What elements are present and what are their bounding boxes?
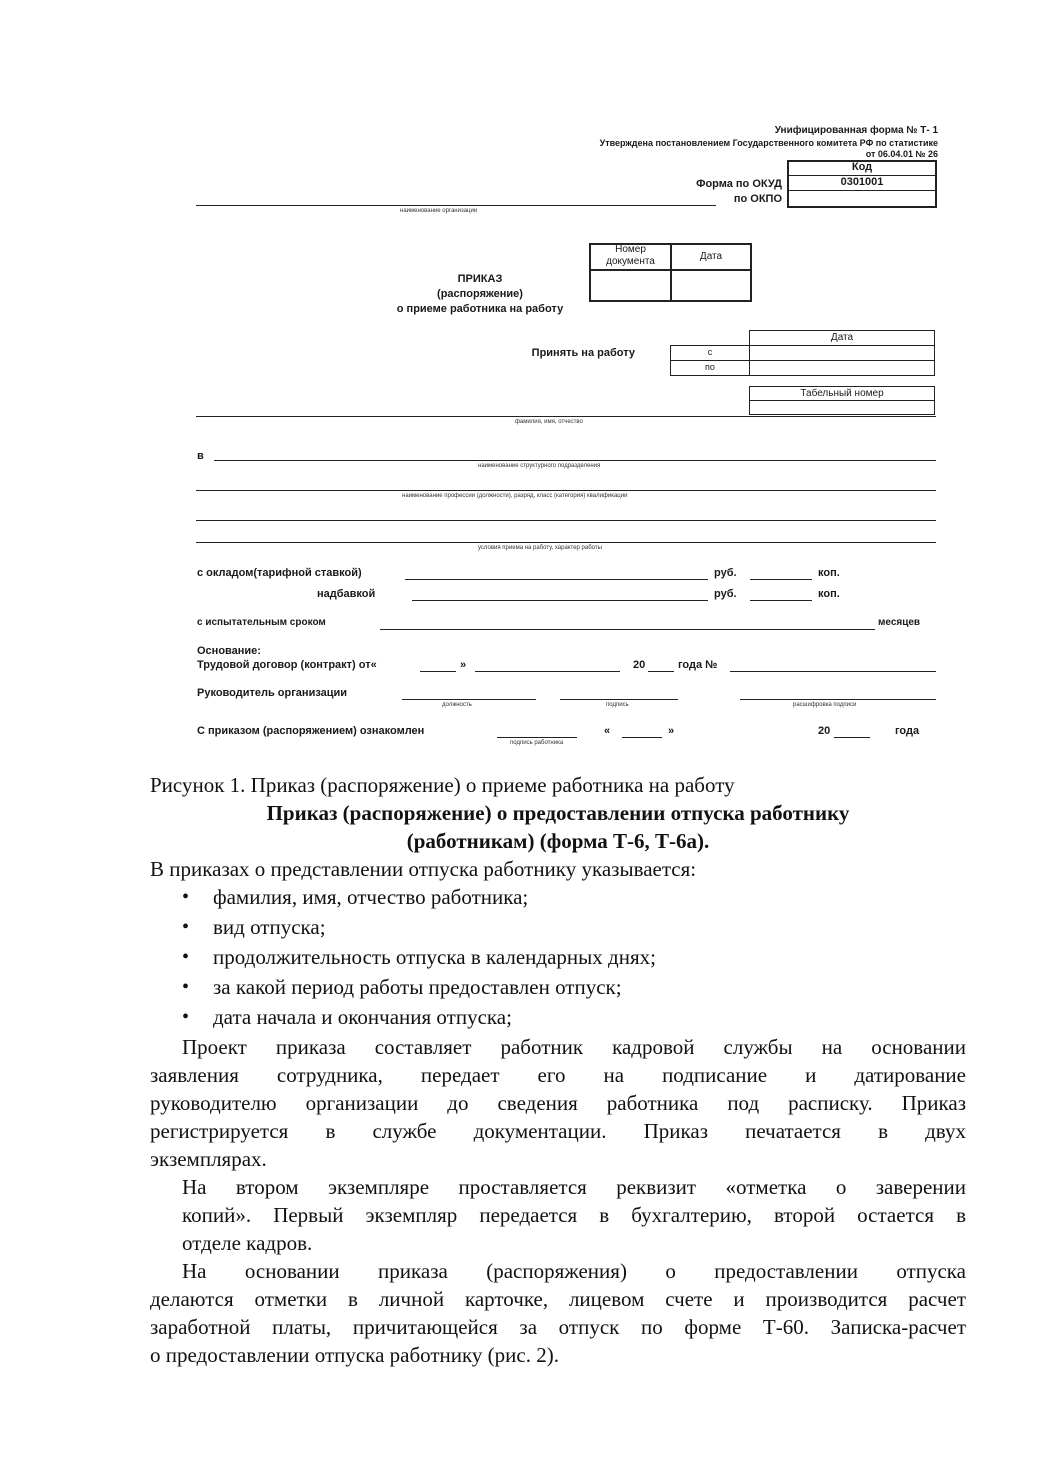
fio-line	[196, 416, 936, 417]
date-header: Дата	[699, 251, 723, 262]
paragraph-line: отделе кадров.	[182, 1231, 313, 1255]
conditions-line-2	[196, 542, 936, 543]
paragraph-line: руководителю организации до сведения работника под расписку. Приказ	[150, 1091, 966, 1115]
unified-form-label: Унифицированная форма № Т- 1	[774, 125, 938, 136]
paragraph-line: Проект приказа составляет работник кадровой службы на основании	[182, 1035, 966, 1059]
acquainted-label: С приказом (распоряжением) ознакомлен	[197, 725, 425, 737]
form-title-2: (распоряжение)	[437, 288, 523, 300]
dept-line	[214, 460, 936, 461]
caption-position: должность	[442, 702, 472, 708]
doc-number-header: Номер документа	[606, 244, 655, 267]
paragraph-line: заявления сотрудника, передает его на подписание и датирование	[150, 1063, 966, 1087]
figure-caption: Рисунок 1. Приказ (распоряжение) о приеме работника на работу	[150, 773, 735, 797]
list-item: • вид отпуска;	[213, 913, 326, 941]
contract-prefix: Трудовой договор (контракт) от«	[197, 659, 377, 671]
hire-date-header: Дата	[830, 332, 854, 343]
form-title-3: о приеме работника на работу	[396, 303, 564, 315]
salary-kop: коп.	[818, 567, 840, 579]
intro-text: В приказах о представлении отпуска работнику указывается:	[150, 857, 697, 881]
salary-rub: руб.	[714, 567, 737, 579]
section-heading-line-2: (работникам) (форма Т-6, Т-6а).	[406, 829, 710, 853]
tabel-label: Табельный номер	[800, 388, 884, 399]
paragraph-line: регистрируется в службе документации. Приказ печатается в двух	[150, 1119, 966, 1143]
fio-caption: фамилия, имя, отчество	[515, 419, 583, 425]
acquainted-year: 20	[818, 725, 831, 737]
acquainted-quote-open: «	[604, 725, 611, 737]
paragraph-line: заработной платы, причитающейся за отпуск по форме Т-60. Записка-расчет	[150, 1315, 966, 1339]
contract-year: 20	[633, 659, 646, 671]
profession-caption: наименование профессии (должности), разряд, класс (категория) квалификации	[402, 493, 628, 499]
bonus-rub: руб.	[714, 588, 737, 600]
acquainted-quote-close: »	[668, 725, 675, 737]
paragraph-line: о предоставлении отпуска работнику (рис. 2).	[150, 1343, 559, 1367]
okud-label: Форма по ОКУД	[696, 178, 782, 190]
paragraph-line: На втором экземпляре проставляется реквизит «отметка о заверении	[182, 1175, 966, 1199]
list-item: • фамилия, имя, отчество работника;	[213, 883, 528, 911]
list-item: • продолжительность отпуска в календарных днях;	[213, 943, 656, 971]
caption-worker-sign: подпись работника	[510, 740, 564, 746]
probation-months: месяцев	[878, 617, 921, 628]
list-item: • за какой период работы предоставлен отпуск;	[213, 973, 622, 1001]
paragraph-line: На основании приказа (распоряжения) о предоставлении отпуска	[182, 1259, 966, 1283]
bonus-kop: коп.	[818, 588, 840, 600]
head-label: Руководитель организации	[197, 687, 348, 699]
section-heading-line-1: Приказ (распоряжение) о предоставлении отпуска работнику	[266, 801, 850, 825]
probation-label: с испытательным сроком	[197, 617, 326, 628]
v-label: в	[197, 450, 204, 462]
bonus-label: надбавкой	[317, 588, 376, 600]
conditions-line-1	[196, 520, 936, 521]
code-header: Код	[851, 161, 873, 173]
acquainted-year-word: года	[895, 725, 920, 737]
okpo-label: по ОКПО	[733, 193, 782, 205]
profession-line	[196, 490, 936, 491]
caption-sign: подпись	[606, 702, 629, 708]
org-name-line	[196, 205, 716, 206]
paragraph-line: экземплярах.	[150, 1147, 267, 1171]
paragraph-line: копий». Первый экземпляр передается в бухгалтерию, второй остается в	[182, 1203, 966, 1227]
basis-label: Основание:	[197, 645, 261, 657]
list-item: • дата начала и окончания отпуска;	[213, 1003, 512, 1031]
org-caption: наименование организации	[400, 208, 478, 214]
contract-year-word: года №	[678, 659, 718, 671]
okud-value: 0301001	[840, 176, 884, 188]
approved-label: Утверждена постановлением Государственного комитета РФ по статистике	[599, 138, 938, 148]
paragraph-line: делаются отметки в личной карточке, лицевом счете и производится расчет	[150, 1287, 966, 1311]
hire-label: Принять на работу	[531, 347, 635, 359]
dept-caption: наименование структурного подразделения	[478, 463, 601, 469]
salary-label: с окладом(тарифной ставкой)	[197, 567, 362, 579]
form-title-1: ПРИКАЗ	[457, 273, 503, 285]
to-label: по	[705, 362, 715, 372]
caption-decode: расшифровка подписи	[793, 702, 857, 708]
approved-date: от 06.04.01 № 26	[865, 149, 938, 159]
conditions-caption: условия приема на работу, характер работы	[478, 545, 602, 551]
from-label: с	[707, 347, 713, 357]
contract-quote: »	[460, 659, 467, 671]
